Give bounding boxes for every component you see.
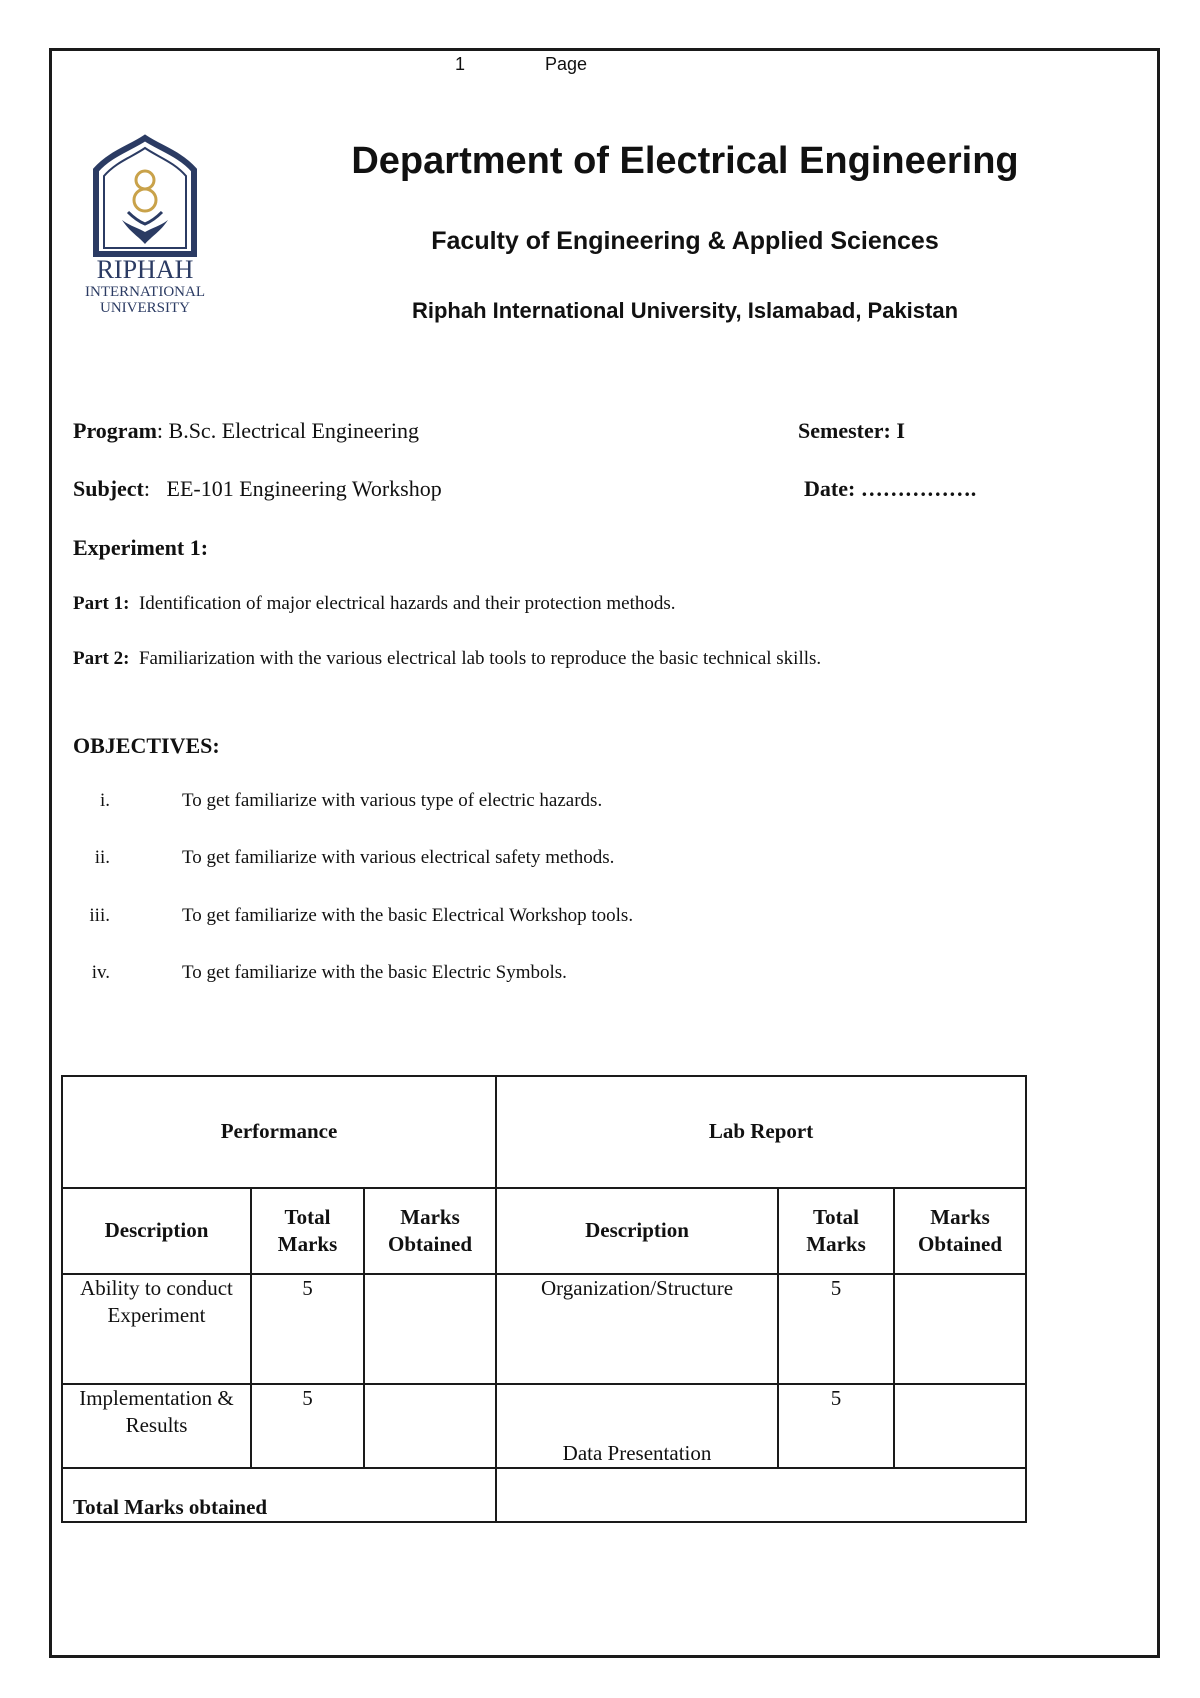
performance-header: Performance: [62, 1076, 496, 1188]
part-2-label: Part 2:: [73, 648, 130, 669]
lab-obtained-header: Marks Obtained: [894, 1188, 1026, 1274]
perf-description-cell: Ability to conduct Experiment: [62, 1274, 251, 1384]
lab-description-header: Description: [496, 1188, 778, 1274]
table-column-header-row: [62, 1188, 1026, 1274]
subject-label: Subject: [73, 476, 144, 501]
part-1-text: Identification of major electrical hazards and their protection methods.: [138, 593, 676, 614]
perf-total-cell: 5: [251, 1384, 364, 1468]
lab-description-cell: Organization/Structure: [496, 1274, 778, 1384]
faculty-title: Faculty of Engineering & Applied Sciences: [431, 227, 939, 255]
date-label: Date: …………….: [804, 476, 977, 501]
table-row: [62, 1384, 1026, 1468]
objectives-heading: OBJECTIVES:: [73, 733, 220, 758]
logo-text-university: UNIVERSITY: [100, 300, 190, 316]
part-2-text: Familiarization with the various electrical lab tools to reproduce the basic technical skills.: [138, 648, 822, 669]
objective-4-num: iv.: [91, 962, 110, 983]
program-value: : B.Sc. Electrical Engineering: [156, 418, 419, 443]
perf-description-header: Description: [62, 1188, 251, 1274]
table-total-row: [62, 1468, 1026, 1522]
page-number: 1: [455, 54, 466, 74]
perf-description-cell: Implementation & Results: [62, 1384, 251, 1468]
objective-4-text: To get familiarize with the basic Electric Symbols.: [182, 962, 567, 983]
objective-1-num: i.: [99, 790, 110, 811]
objective-1-text: To get familiarize with various type of electric hazards.: [182, 790, 603, 811]
table-group-header-row: [62, 1076, 1026, 1188]
lab-total-cell: 5: [778, 1274, 894, 1384]
objective-2-num: ii.: [94, 847, 110, 868]
table-row: [62, 1274, 1026, 1384]
perf-obtained-header: Marks Obtained: [364, 1188, 496, 1274]
perf-total-header: Total Marks: [251, 1188, 364, 1274]
subject-value: : EE-101 Engineering Workshop: [143, 476, 442, 501]
university-logo: [70, 132, 220, 322]
marks-table: [61, 1075, 1027, 1523]
part-1-line: [73, 593, 676, 615]
objective-3-num: iii.: [89, 905, 110, 926]
program-line: [73, 418, 419, 444]
semester-label: Semester: I: [798, 418, 905, 443]
subject-line: [73, 476, 442, 502]
perf-obtained-cell[interactable]: [364, 1274, 496, 1384]
lab-obtained-cell[interactable]: [894, 1384, 1026, 1468]
perf-total-cell: 5: [251, 1274, 364, 1384]
program-label: Program: [73, 418, 157, 443]
logo-text-international: INTERNATIONAL: [85, 284, 205, 300]
perf-obtained-cell[interactable]: [364, 1384, 496, 1468]
total-marks-label: Total Marks obtained: [62, 1468, 496, 1522]
university-title: Riphah International University, Islamabad, Pakistan: [411, 298, 959, 323]
lab-obtained-cell[interactable]: [894, 1274, 1026, 1384]
total-marks-value-cell[interactable]: [496, 1468, 1026, 1522]
lab-description-cell: Data Presentation: [496, 1384, 778, 1468]
department-title: Department of Electrical Engineering: [351, 140, 1019, 182]
riphah-emblem-icon: [70, 132, 220, 322]
lab-total-header: Total Marks: [778, 1188, 894, 1274]
part-1-label: Part 1:: [73, 593, 130, 614]
objective-2-text: To get familiarize with various electrical safety methods.: [182, 847, 615, 868]
logo-text-riphah: RIPHAH: [96, 255, 194, 284]
part-2-line: [73, 648, 821, 670]
page-label: Page: [545, 54, 588, 74]
lab-report-header: Lab Report: [496, 1076, 1026, 1188]
objective-3-text: To get familiarize with the basic Electrical Workshop tools.: [182, 905, 634, 926]
experiment-label: Experiment 1:: [73, 535, 209, 560]
lab-total-cell: 5: [778, 1384, 894, 1468]
